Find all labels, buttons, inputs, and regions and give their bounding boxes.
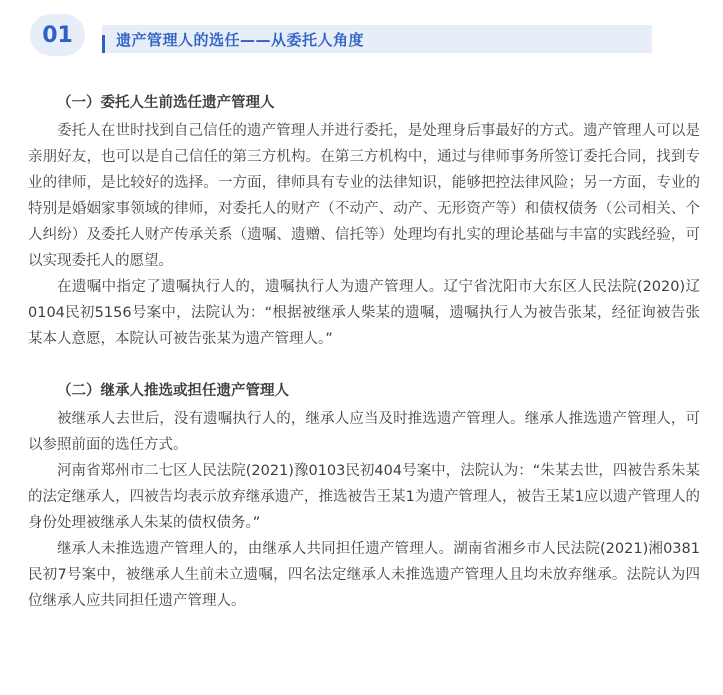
paragraph: 委托人在世时找到自己信任的遗产管理人并进行委托，是处理身后事最好的方式。遗产管理人可以是亲朋好友，也可以是自己信任的第三方机构。在第三方机构中，通过与律师事务所签订委托合同，找到专业的律师，是比较好的选择。一方面，律师具有专业的法律知识，能够把控法律风险；另一方面，专业的特别是婚姻家事领域的律师，对委托人的财产（不动产、动产、无形资产等）和债权债务（公司相关、个人纠纷）及委托人财产传承关系（遗嘱、遗赠、信托等）处理均有扎实的理论基础与丰富的实践经验，可以实现委托人的愿望。 xyxy=(28,123,700,269)
paragraph: 被继承人去世后，没有遗嘱执行人的，继承人应当及时推选遗产管理人。继承人推选遗产管理人，可以参照前面的选任方式。 xyxy=(28,411,700,453)
section-title-bar xyxy=(102,25,652,53)
article-body xyxy=(28,90,700,614)
section-header xyxy=(30,14,652,56)
section-number-badge: 01 xyxy=(30,14,85,56)
paragraph: 继承人未推选遗产管理人的，由继承人共同担任遗产管理人。湖南省湘乡市人民法院(2021)湘0381民初7号案中，被继承人生前未立遗嘱，四名法定继承人未推选遗产管理人且均未放弃继承。法院认为四位继承人应共同担任遗产管理人。 xyxy=(28,541,700,609)
subsection-heading-1: （一）委托人生前选任遗产管理人 xyxy=(57,95,275,111)
paragraph: 在遗嘱中指定了遗嘱执行人的，遗嘱执行人为遗产管理人。辽宁省沈阳市大东区人民法院(2020)辽0104民初5156号案中，法院认为：“根据被继承人柴某的遗嘱，遗嘱执行人为被告张某，经征询被告张某本人意愿，本院认可被告张某为遗产管理人。” xyxy=(28,279,700,347)
paragraph: 河南省郑州市二七区人民法院(2021)豫0103民初404号案中，法院认为：“朱某去世，四被告系朱某的法定继承人，四被告均表示放弃继承遗产，推选被告王某1为遗产管理人，被告王某1应以遗产管理人的身份处理被继承人朱某的债权债务。” xyxy=(28,463,700,531)
subsection-heading-2: （二）继承人推选或担任遗产管理人 xyxy=(57,383,289,399)
section-title: 遗产管理人的选任——从委托人角度 xyxy=(116,31,365,49)
